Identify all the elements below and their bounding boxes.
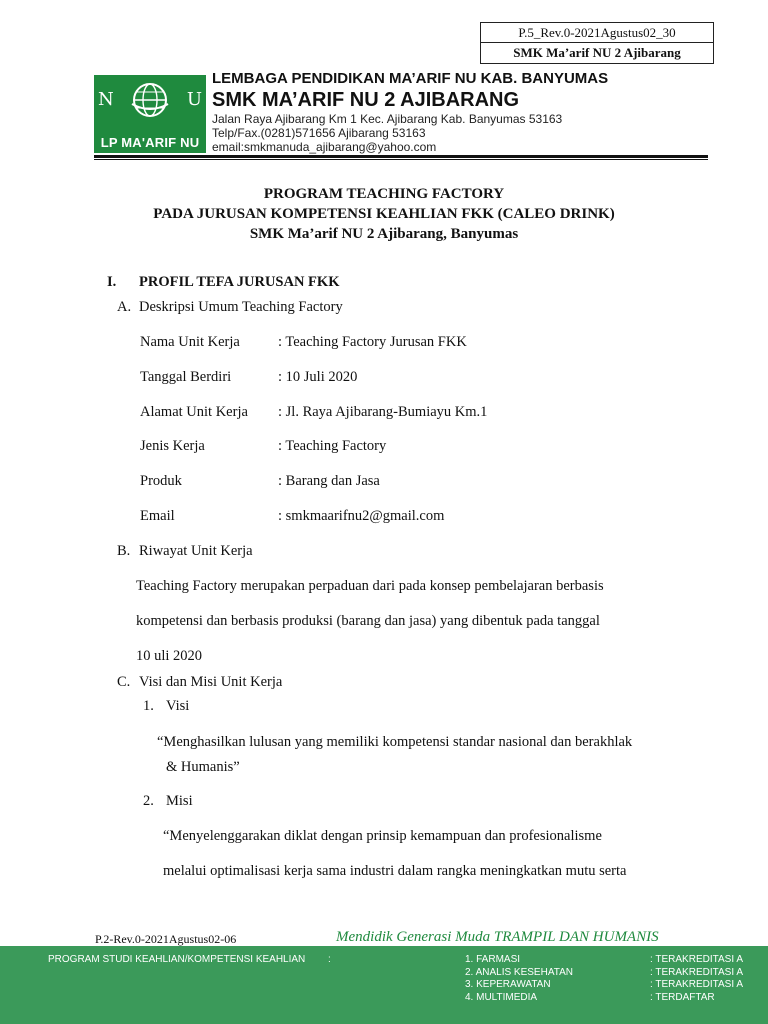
program-status: : TERAKREDITASI A [650,954,743,965]
misi-label: Misi [166,793,193,809]
section-heading: PROFIL TEFA JURUSAN FKK [139,274,340,290]
field-label: Tanggal Berdiri [140,369,232,385]
school-email: email:smkmanuda_ajibarang@yahoo.com [212,140,437,154]
subsection-a-title: Deskripsi Umum Teaching Factory [139,299,343,315]
logo-letter-u: U [186,89,202,110]
program-status: : TERAKREDITASI A [650,966,743,978]
footer-document-code: P.2-Rev.0-2021Agustus02-06 [95,932,237,946]
subsection-c-title: Visi dan Misi Unit Kerja [139,674,283,690]
visi-label: Visi [166,698,190,714]
letterhead-divider-thick [94,155,708,158]
school-address: Jalan Raya Ajibarang Km 1 Kec. Ajibarang Kab. Banyumas 53163 [212,112,563,126]
doc-title-line1: PROGRAM TEACHING FACTORY [263,186,505,202]
institution-name: LEMBAGA PENDIDIKAN MA’ARIF NU KAB. BANYUMAS [212,70,609,87]
letterhead-divider-thin [94,159,708,160]
footer-program-bar [0,946,768,1024]
field-value: : Teaching Factory Jurusan FKK [278,334,467,350]
logo-letter-n: N [98,89,114,110]
school-phone: Telp/Fax.(0281)571656 Ajibarang 53163 [212,126,426,140]
field-value: : smkmaarifnu2@gmail.com [278,508,445,524]
field-value: : 10 Juli 2020 [278,369,358,385]
school-logo [94,75,206,153]
globe-emblem-icon [130,80,170,120]
field-label: Alamat Unit Kerja [140,404,248,420]
subsection-c-letter: C. [117,674,131,690]
field-label: Produk [140,473,182,489]
subsection-b-title: Riwayat Unit Kerja [139,543,253,559]
misi-text: “Menyelenggarakan diklat dengan prinsip kemampuan dan profesionalisme [163,828,602,844]
program-item: 3. KEPERAWATAN [465,979,551,990]
field-label: Nama Unit Kerja [140,334,240,350]
misi-text: melalui optimalisasi kerja sama industri dalam rangka meningkatkan mutu serta [163,863,627,879]
field-value: : Barang dan Jasa [278,473,380,489]
program-status: : TERDAFTAR [650,991,715,1003]
history-paragraph-line: 10 uli 2020 [136,648,203,664]
history-paragraph-line: Teaching Factory merupakan perpaduan dari pada konsep pembelajaran berbasis [136,578,604,594]
program-list [465,954,573,1004]
doc-title-line2: PADA JURUSAN KOMPETENSI KEAHLIAN FKK (CALEO DRINK) [153,206,615,222]
program-label: PROGRAM STUDI KEAHLIAN/KOMPETENSI KEAHLIAN [48,954,306,965]
document-reference-box [480,22,714,64]
program-item: 4. MULTIMEDIA [465,991,538,1003]
field-value: : Jl. Raya Ajibarang-Bumiayu Km.1 [278,404,488,420]
field-value: : Teaching Factory [278,438,387,454]
document-code: P.5_Rev.0-2021Agustus02_30 [481,23,713,43]
program-status: : TERAKREDITASI A [650,979,743,990]
school-name: SMK MA’ARIF NU 2 AJIBARANG [212,89,520,111]
subsection-b-letter: B. [117,543,131,559]
program-item: 1. FARMASI [465,954,521,965]
history-paragraph-line: kompetensi dan berbasis produksi (barang dan jasa) yang dibentuk pada tanggal [136,613,600,629]
doc-title-line3: SMK Ma’arif NU 2 Ajibarang, Banyumas [249,226,519,242]
visi-number: 1. [143,698,154,714]
visi-text: & Humanis” [166,759,240,775]
program-status-list [650,954,743,1004]
letterhead [212,70,608,154]
visi-text: “Menghasilkan lulusan yang memiliki kompetensi standar nasional dan berakhlak [157,734,633,750]
document-school-name: SMK Ma’arif NU 2 Ajibarang [513,45,681,60]
program-item: 2. ANALIS KESEHATAN [465,966,574,978]
field-label: Email [140,508,175,524]
subsection-a-letter: A. [117,299,132,315]
misi-number: 2. [143,793,154,809]
section-number: I. [107,274,117,290]
school-motto: Mendidik Generasi Muda TRAMPIL DAN HUMANIS [336,929,659,945]
program-colon: : [328,954,331,965]
field-label: Jenis Kerja [140,438,205,454]
logo-caption: LP MA'ARIF NU [100,135,200,150]
